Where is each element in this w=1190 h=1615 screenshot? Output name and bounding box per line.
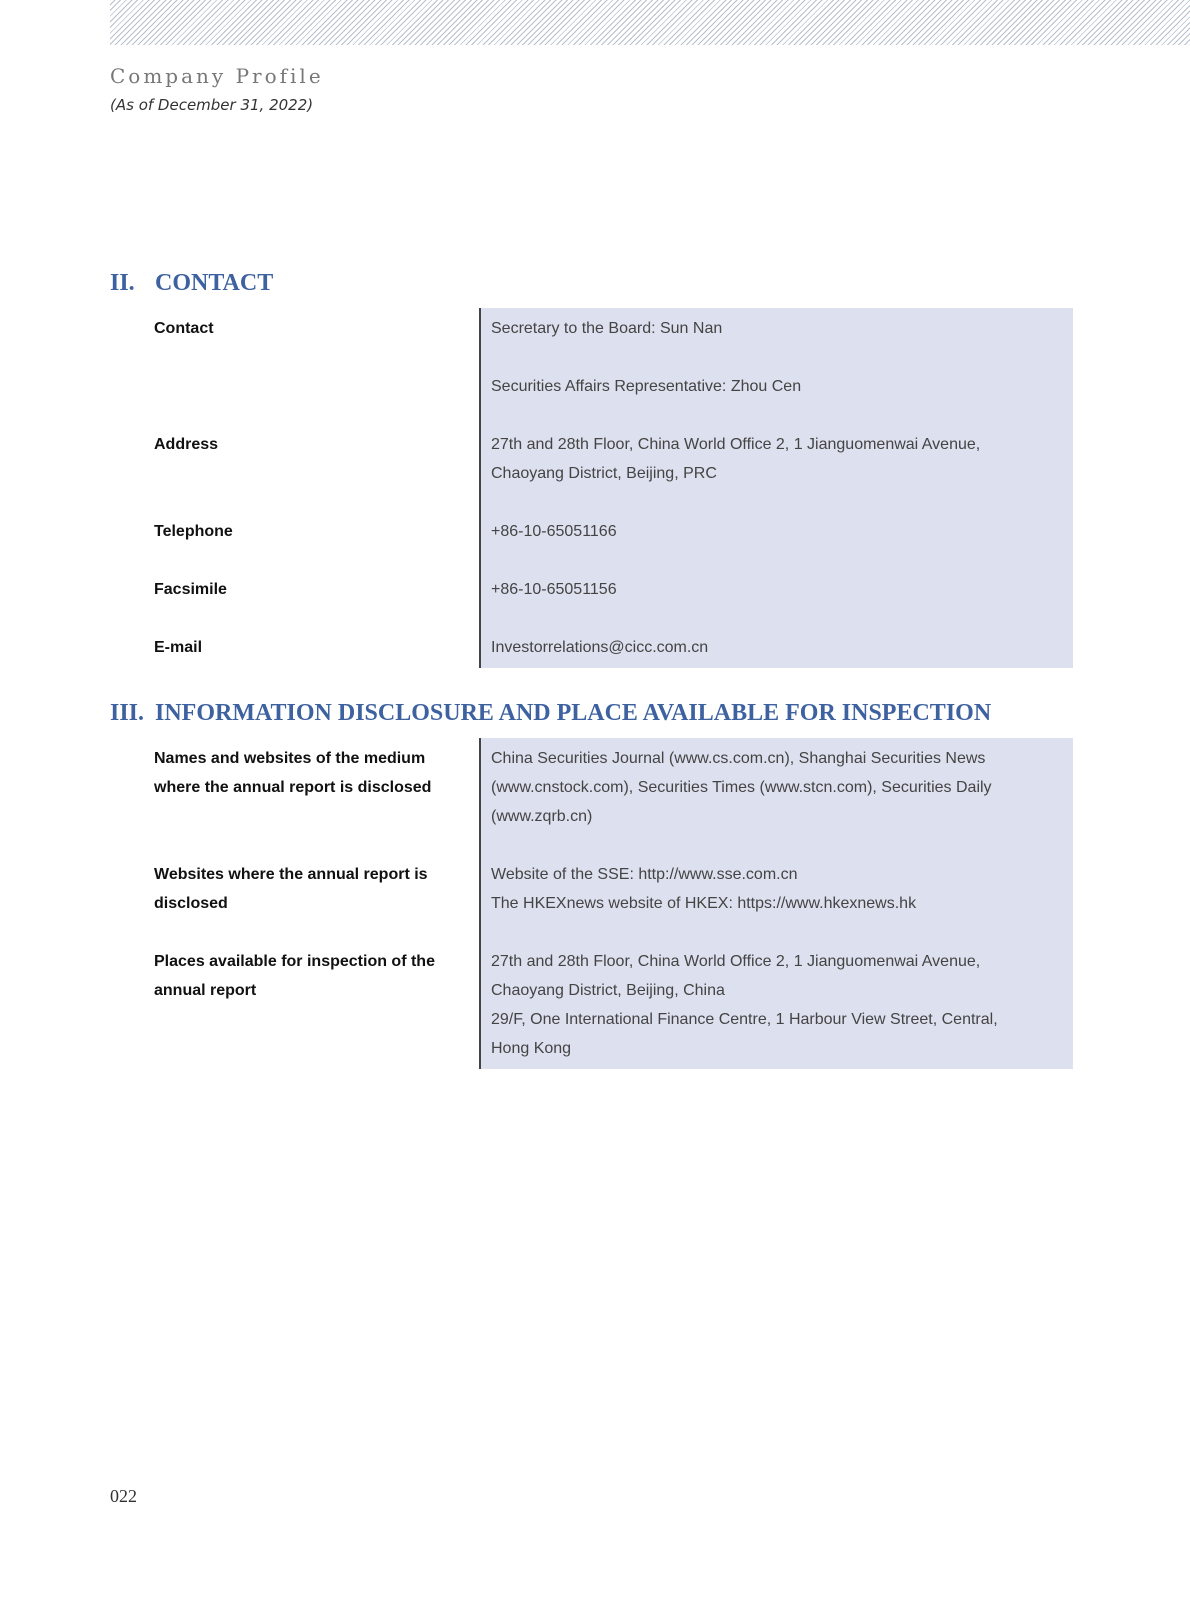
value-line: Hong Kong	[491, 1040, 572, 1057]
row-label	[110, 854, 479, 941]
value-line: 27th and 28th Floor, China World Office 2, 1 Jianguomenwai Avenue,	[491, 436, 981, 453]
section-number: II.	[110, 270, 135, 296]
table-row	[110, 941, 1073, 1069]
label-line: where the annual report is disclosed	[154, 779, 432, 796]
row-label	[110, 738, 479, 854]
label-line: Telephone	[154, 523, 233, 540]
row-label	[110, 569, 479, 627]
row-value	[479, 941, 1073, 1069]
table-row	[110, 308, 1073, 424]
value-line: +86-10-65051156	[491, 581, 617, 598]
label-line: disclosed	[154, 895, 228, 912]
section-title: INFORMATION DISCLOSURE AND PLACE AVAILABLE FOR INSPECTION	[155, 700, 992, 726]
contact-table	[110, 308, 1073, 668]
row-label	[110, 511, 479, 569]
disclosure-table	[110, 738, 1073, 1069]
value-line: The HKEXnews website of HKEX: https://www.hkexnews.hk	[491, 895, 917, 912]
value-line: 29/F, One International Finance Centre, 1 Harbour View Street, Central,	[491, 1011, 998, 1028]
label-line: Places available for inspection of the	[154, 953, 435, 970]
row-label	[110, 424, 479, 511]
table-row	[110, 511, 1073, 569]
value-line: (www.cnstock.com), Securities Times (www.stcn.com), Securities Daily	[491, 779, 992, 796]
label-line: Websites where the annual report is	[154, 866, 428, 883]
row-value	[479, 424, 1073, 511]
value-line: 27th and 28th Floor, China World Office 2, 1 Jianguomenwai Avenue,	[491, 953, 981, 970]
table-row	[110, 627, 1073, 668]
row-label	[110, 941, 479, 1069]
label-line: annual report	[154, 982, 257, 999]
page-number: 022	[110, 1486, 137, 1506]
value-line: Investorrelations@cicc.com.cn	[491, 639, 709, 656]
value-line	[491, 343, 1073, 372]
decorative-hatch-band	[110, 0, 1190, 45]
row-label	[110, 627, 479, 668]
row-value	[479, 738, 1073, 854]
section-heading-disclosure	[110, 700, 991, 727]
value-line: China Securities Journal (www.cs.com.cn), Shanghai Securities News	[491, 750, 986, 767]
row-value	[479, 854, 1073, 941]
label-line: Address	[154, 436, 219, 453]
section-title: CONTACT	[155, 270, 274, 296]
value-line: Secretary to the Board: Sun Nan	[491, 320, 723, 337]
row-value	[479, 627, 1073, 668]
row-value	[479, 308, 1073, 424]
row-value	[479, 569, 1073, 627]
value-line: +86-10-65051166	[491, 523, 617, 540]
table-row	[110, 569, 1073, 627]
section-heading-contact	[110, 270, 273, 297]
row-value	[479, 511, 1073, 569]
value-line: Website of the SSE: http://www.sse.com.cn	[491, 866, 798, 883]
value-line: Securities Affairs Representative: Zhou Cen	[491, 378, 802, 395]
value-line: Chaoyang District, Beijing, China	[491, 982, 725, 999]
label-line: E-mail	[154, 639, 203, 656]
row-label	[110, 308, 479, 424]
value-line: Chaoyang District, Beijing, PRC	[491, 465, 717, 482]
value-line: (www.zqrb.cn)	[491, 808, 593, 825]
table-row	[110, 424, 1073, 511]
table-row	[110, 738, 1073, 854]
label-line: Contact	[154, 320, 214, 337]
label-line: Facsimile	[154, 581, 227, 598]
label-line: Names and websites of the medium	[154, 750, 426, 767]
section-number: III.	[110, 700, 145, 726]
table-row	[110, 854, 1073, 941]
page-subtitle: (As of December 31, 2022)	[110, 96, 314, 114]
page-title: Company Profile	[110, 64, 324, 88]
